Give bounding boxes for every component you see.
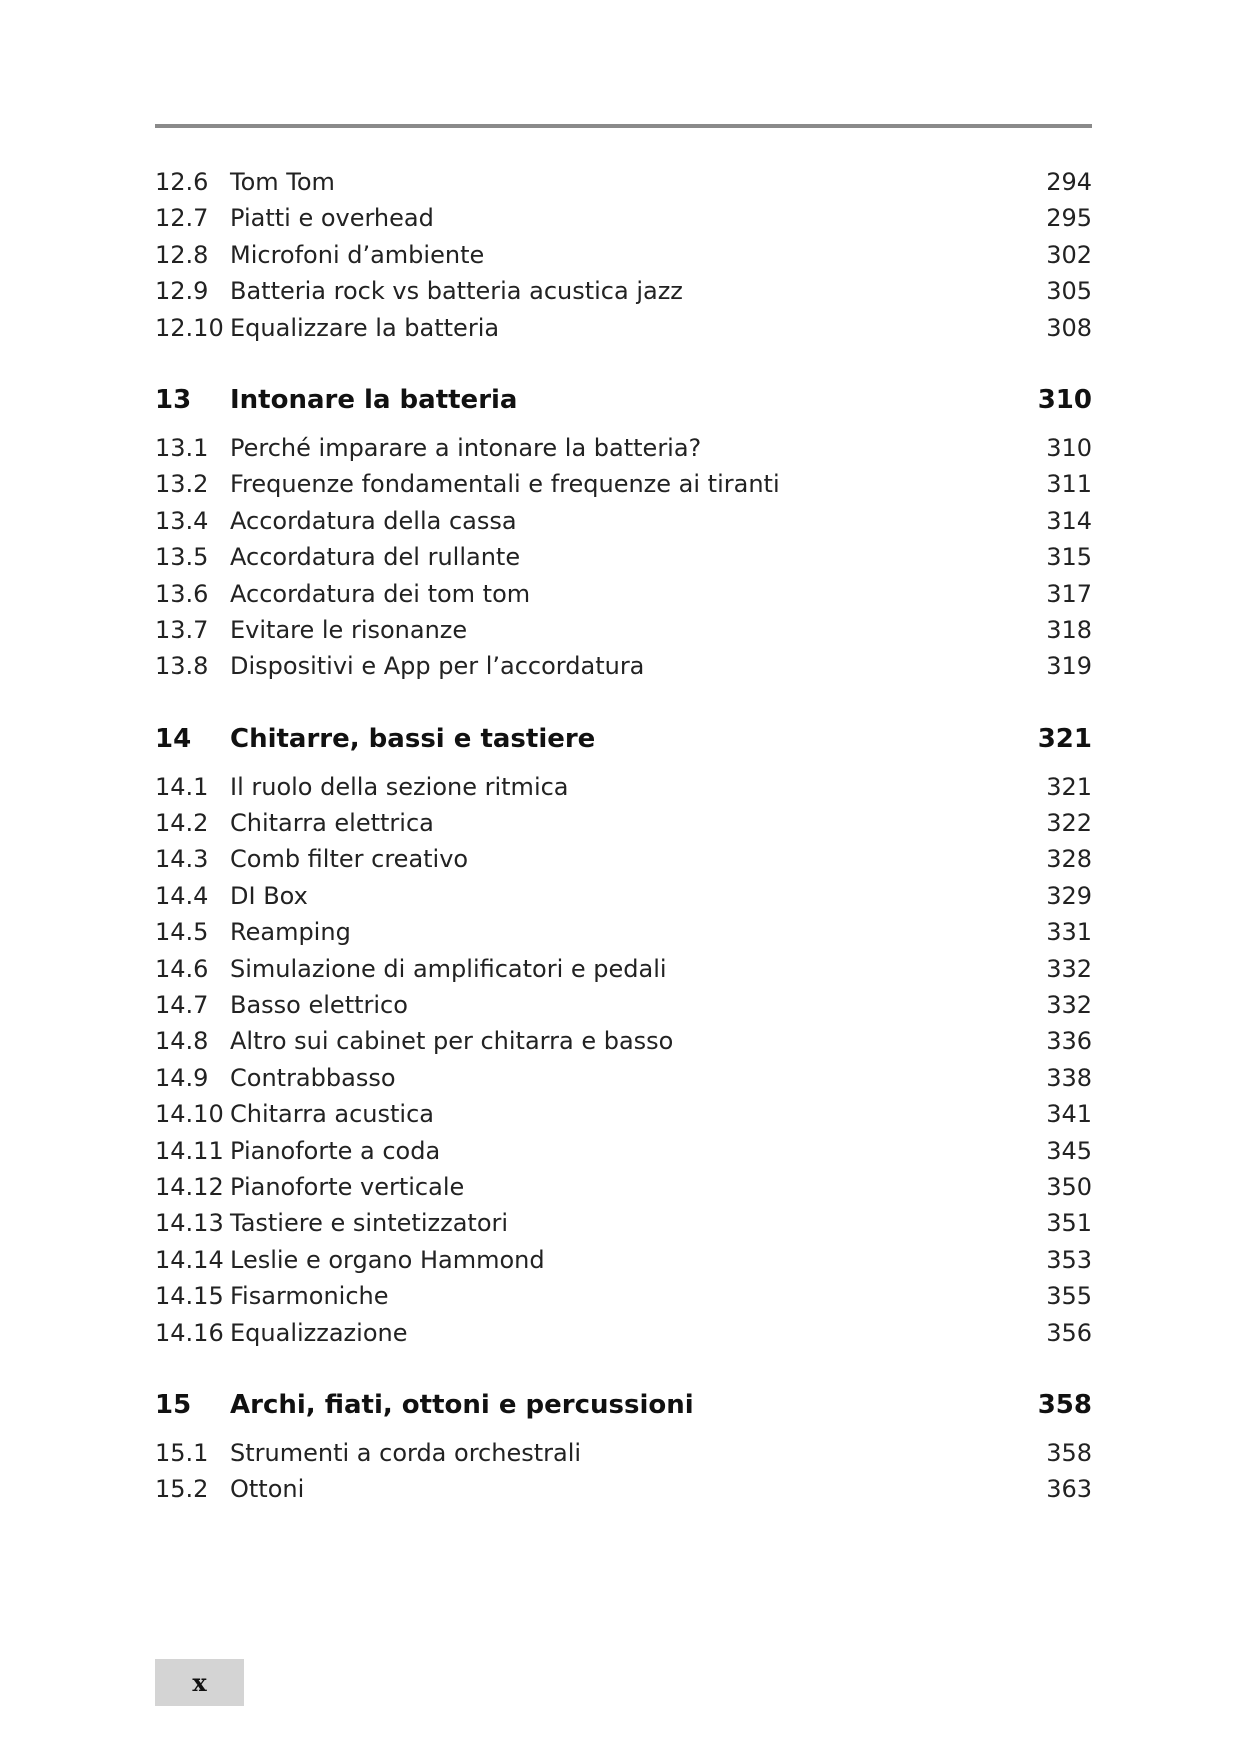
toc-chapter-row (155, 1381, 1092, 1429)
toc-entry-row (155, 914, 1092, 950)
entry-page-number: 302 (1046, 240, 1092, 269)
entry-title: Reamping (230, 918, 351, 947)
toc-chapter-row (155, 715, 1092, 763)
toc-entry-row (155, 1435, 1092, 1471)
entry-page-number: 353 (1046, 1245, 1092, 1274)
toc-entry-row (155, 1242, 1092, 1278)
entry-number: 14.10 (155, 1100, 224, 1129)
entry-number: 14.14 (155, 1245, 224, 1274)
entry-number: 14.8 (155, 1027, 209, 1056)
toc-entry-row (155, 1133, 1092, 1169)
toc-entry-row (155, 769, 1092, 805)
toc-entry-row (155, 466, 1092, 502)
entry-page-number: 350 (1046, 1172, 1092, 1201)
entry-title: Il ruolo della sezione ritmica (230, 772, 569, 801)
entry-page-number: 314 (1046, 506, 1092, 535)
entry-title: Tom Tom (230, 168, 335, 196)
entry-page-number: 341 (1046, 1100, 1092, 1129)
page-folio (155, 1659, 244, 1706)
entry-title: Chitarra acustica (230, 1100, 434, 1129)
entry-title: Microfoni d’ambiente (230, 240, 485, 269)
entry-number: 14.15 (155, 1282, 224, 1311)
entry-number: 15.1 (155, 1438, 209, 1467)
entry-title: Chitarra elettrica (230, 809, 434, 838)
entry-page-number: 319 (1046, 652, 1092, 681)
entry-page-number: 310 (1046, 433, 1092, 462)
entry-number: 13.7 (155, 615, 209, 644)
entry-title: Batteria rock vs batteria acustica jazz (230, 277, 683, 306)
entry-title: Piatti e overhead (230, 204, 434, 233)
header-rule (155, 124, 1092, 128)
entry-page-number: 308 (1046, 313, 1092, 342)
toc-entry-row (155, 1278, 1092, 1314)
entry-title: Equalizzazione (230, 1318, 408, 1347)
page-folio-label: x (192, 1668, 207, 1697)
entry-title: Ottoni (230, 1475, 305, 1504)
entry-title: Tastiere e sintetizzatori (230, 1209, 509, 1238)
entry-page-number: 331 (1046, 918, 1092, 947)
toc-section (155, 376, 1092, 685)
table-of-contents (155, 164, 1092, 1538)
entry-number: 12.9 (155, 277, 209, 306)
toc-entry-row (155, 1023, 1092, 1059)
toc-entry-row (155, 841, 1092, 877)
chapter-title: Intonare la batteria (230, 384, 518, 415)
entry-page-number: 318 (1046, 615, 1092, 644)
entry-title: Frequenze fondamentali e frequenze ai tiranti (230, 470, 780, 499)
entry-number: 14.16 (155, 1318, 224, 1347)
toc-entry-row (155, 951, 1092, 987)
entry-title: Equalizzare la batteria (230, 313, 500, 342)
entry-title: Accordatura della cassa (230, 506, 517, 535)
chapter-title: Chitarre, bassi e tastiere (230, 723, 596, 754)
entry-number: 13.5 (155, 543, 209, 572)
toc-entry-row (155, 1315, 1092, 1351)
entry-title: Strumenti a corda orchestrali (230, 1438, 582, 1467)
chapter-number: 14 (155, 723, 192, 754)
entry-page-number: 336 (1046, 1027, 1092, 1056)
entry-number: 12.10 (155, 313, 224, 342)
toc-entry-row (155, 310, 1092, 346)
entry-page-number: 295 (1046, 204, 1092, 233)
entry-title: Evitare le risonanze (230, 615, 468, 644)
toc-entry-row (155, 1096, 1092, 1132)
entry-number: 14.11 (155, 1136, 224, 1165)
entry-number: 14.12 (155, 1172, 224, 1201)
entry-number: 14.6 (155, 954, 209, 983)
toc-entry-row (155, 576, 1092, 612)
chapter-page-number: 358 (1037, 1389, 1092, 1420)
entry-title: Basso elettrico (230, 991, 408, 1020)
entry-number: 12.8 (155, 240, 209, 269)
entry-number: 13.8 (155, 652, 209, 681)
entry-page-number: 311 (1046, 470, 1092, 499)
toc-entry-row (155, 1169, 1092, 1205)
entry-page-number: 317 (1046, 579, 1092, 608)
toc-section (155, 1381, 1092, 1508)
entry-page-number: 322 (1046, 809, 1092, 838)
entry-page-number: 332 (1046, 954, 1092, 983)
entry-number: 13.6 (155, 579, 209, 608)
entry-number: 14.5 (155, 918, 209, 947)
entry-number: 14.7 (155, 991, 209, 1020)
chapter-number: 13 (155, 384, 192, 415)
entry-page-number: 315 (1046, 543, 1092, 572)
entry-number: 14.9 (155, 1063, 209, 1092)
entry-number: 14.3 (155, 845, 209, 874)
entry-title: Pianoforte verticale (230, 1172, 465, 1201)
entry-page-number: 332 (1046, 991, 1092, 1020)
entry-page-number: 351 (1046, 1209, 1092, 1238)
entry-number: 12.7 (155, 204, 209, 233)
toc-entry-row (155, 1205, 1092, 1241)
entry-number: 15.2 (155, 1475, 209, 1504)
entry-title: Accordatura dei tom tom (230, 579, 531, 608)
chapter-page-number: 321 (1037, 723, 1092, 754)
entry-number: 13.2 (155, 470, 209, 499)
entry-page-number: 329 (1046, 881, 1092, 910)
entry-page-number: 338 (1046, 1063, 1092, 1092)
entry-page-number: 345 (1046, 1136, 1092, 1165)
entry-title: Simulazione di amplificatori e pedali (230, 954, 667, 983)
entry-number: 13.1 (155, 433, 209, 462)
entry-title: DI Box (230, 881, 308, 910)
chapter-number: 15 (155, 1389, 192, 1420)
toc-entry-row (155, 273, 1092, 309)
entry-title: Pianoforte a coda (230, 1136, 441, 1165)
entry-page-number: 358 (1046, 1438, 1092, 1467)
toc-entry-row (155, 503, 1092, 539)
entry-page-number: 305 (1046, 277, 1092, 306)
entry-number: 14.13 (155, 1209, 224, 1238)
toc-entry-row (155, 237, 1092, 273)
entry-number: 12.6 (155, 168, 209, 196)
entry-title: Comb filter creativo (230, 845, 469, 874)
toc-entry-row (155, 1471, 1092, 1507)
toc-entry-row (155, 878, 1092, 914)
entry-number: 14.4 (155, 881, 209, 910)
entry-page-number: 294 (1046, 168, 1092, 196)
entry-title: Contrabbasso (230, 1063, 396, 1092)
toc-section (155, 715, 1092, 1351)
entry-title: Fisarmoniche (230, 1282, 389, 1311)
entry-page-number: 356 (1046, 1318, 1092, 1347)
entry-title: Dispositivi e App per l’accordatura (230, 652, 645, 681)
toc-entry-row (155, 805, 1092, 841)
toc-entry-row (155, 987, 1092, 1023)
toc-section (155, 164, 1092, 346)
entry-title: Perché imparare a intonare la batteria? (230, 433, 702, 462)
toc-entry-row (155, 164, 1092, 200)
toc-entry-row (155, 430, 1092, 466)
entry-page-number: 363 (1046, 1475, 1092, 1504)
entry-page-number: 355 (1046, 1282, 1092, 1311)
entry-number: 14.1 (155, 772, 209, 801)
toc-entry-row (155, 1060, 1092, 1096)
toc-chapter-row (155, 376, 1092, 424)
entry-page-number: 321 (1046, 772, 1092, 801)
entry-number: 13.4 (155, 506, 209, 535)
chapter-title: Archi, fiati, ottoni e percussioni (230, 1389, 694, 1420)
entry-number: 14.2 (155, 809, 209, 838)
entry-title: Leslie e organo Hammond (230, 1245, 545, 1274)
entry-title: Altro sui cabinet per chitarra e basso (230, 1027, 674, 1056)
entry-title: Accordatura del rullante (230, 543, 521, 572)
toc-entry-row (155, 539, 1092, 575)
chapter-page-number: 310 (1037, 384, 1092, 415)
toc-entry-row (155, 648, 1092, 684)
toc-entry-row (155, 612, 1092, 648)
entry-page-number: 328 (1046, 845, 1092, 874)
toc-entry-row (155, 200, 1092, 236)
